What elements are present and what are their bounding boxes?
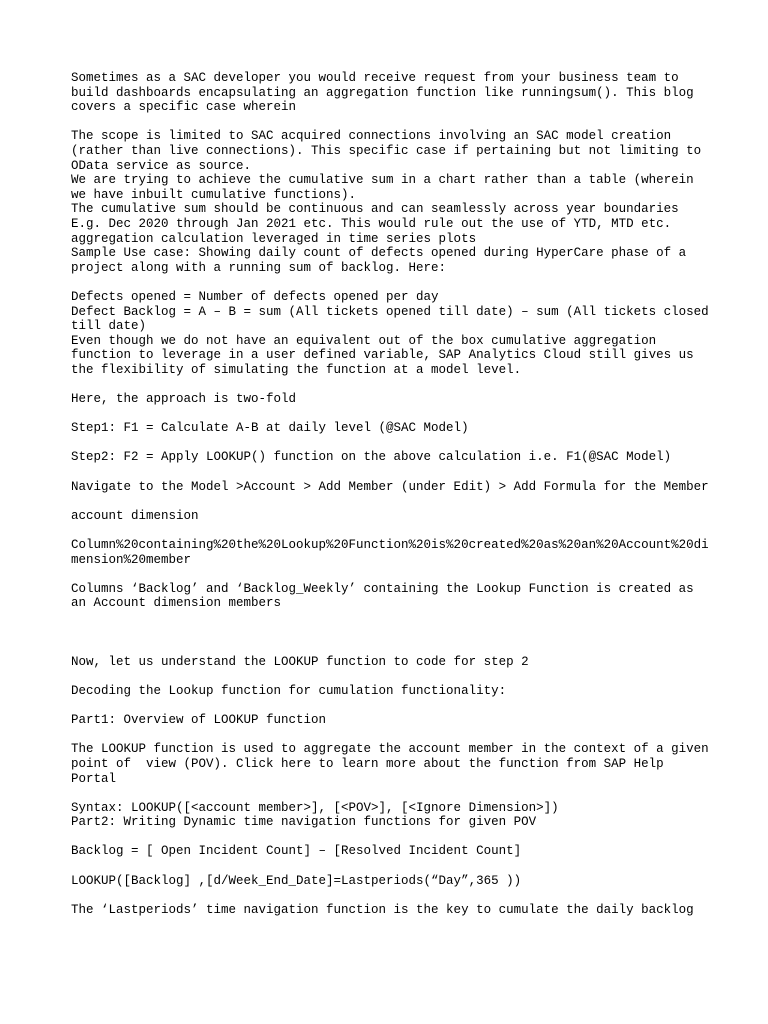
defect-backlog-line: Defect Backlog = A – B = sum (All tickets opened till date) – sum (All tickets closed till date) [71,304,717,334]
backlog-formula: Backlog = [ Open Incident Count] – [Resolved Incident Count] [71,844,522,859]
lookup-description: The LOOKUP function is used to aggregate the account member in the context of a given point of view (POV). Click here to learn more about the function from SAP Help Portal [71,742,717,786]
cumulative-chart-paragraph: We are trying to achieve the cumulative sum in a chart rather than a table (wherein we have inbuilt cumulative functions). [71,173,702,202]
syntax-line: Syntax: LOOKUP([<account member>], [<POV>], [<Ignore Dimension>]) [71,800,559,815]
part2-heading: Part2: Writing Dynamic time navigation functions for given POV [71,815,537,830]
part1-heading: Part1: Overview of LOOKUP function [71,713,327,728]
columns-caption: Columns ‘Backlog’ and ‘Backlog_Weekly’ containing the Lookup Function is created as an Account dimension members [71,581,702,611]
decoding-line: Decoding the Lookup function for cumulation functionality: [71,683,507,698]
flexibility-paragraph: Even though we do not have an equivalent out of the box cumulative aggregation function to leverage in a user defined variable, SAP Analytics Cloud still gives us the flexibility of simulating the function at a model level. [71,333,702,377]
step2-line: Step2: F2 = Apply LOOKUP() function on the above calculation i.e. F1(@SAC Model) [71,450,672,465]
continuity-paragraph: The cumulative sum should be continuous and can seamlessly across year boundaries E.g. Dec 2020 through Jan 2021 etc. This would rule out the use of YTD, MTD etc. aggregation calculation leveraged in time series plots [71,202,687,246]
scope-paragraph: The scope is limited to SAC acquired connections involving an SAC model creation (rather than live connections). This specific case if pertaining but not limiting to OData service as source. [71,129,709,173]
document-body [71,71,717,917]
image-alt-column-lookup: Column%20containing%20the%20Lookup%20Function%20is%20created%20as%20an%20Account%20dimension%20member [71,538,709,567]
intro-paragraph: Sometimes as a SAC developer you would receive request from your business team to build dashboards encapsulating an aggregation function like runningsum(). This blog covers a specific case wherein [71,71,702,115]
use-case-paragraph: Sample Use case: Showing daily count of defects opened during HyperCare phase of a project along with a running sum of backlog. Here: [71,246,694,275]
lastperiods-line: The ‘Lastperiods’ time navigation function is the key to cumulate the daily backlog [71,902,694,917]
defects-opened-line: Defects opened = Number of defects opened per day [71,289,439,304]
step1-line: Step1: F1 = Calculate A-B at daily level (@SAC Model) [71,421,469,436]
navigate-paragraph: Navigate to the Model >Account > Add Member (under Edit) > Add Formula for the Member [71,479,709,494]
lookup-formula: LOOKUP([Backlog] ,[d/Week_End_Date]=Lastperiods(“Day”,365 )) [71,873,522,888]
approach-line: Here, the approach is two-fold [71,392,297,407]
image-alt-account-dimension: account dimension [71,508,199,523]
understand-line: Now, let us understand the LOOKUP function to code for step 2 [71,654,529,669]
